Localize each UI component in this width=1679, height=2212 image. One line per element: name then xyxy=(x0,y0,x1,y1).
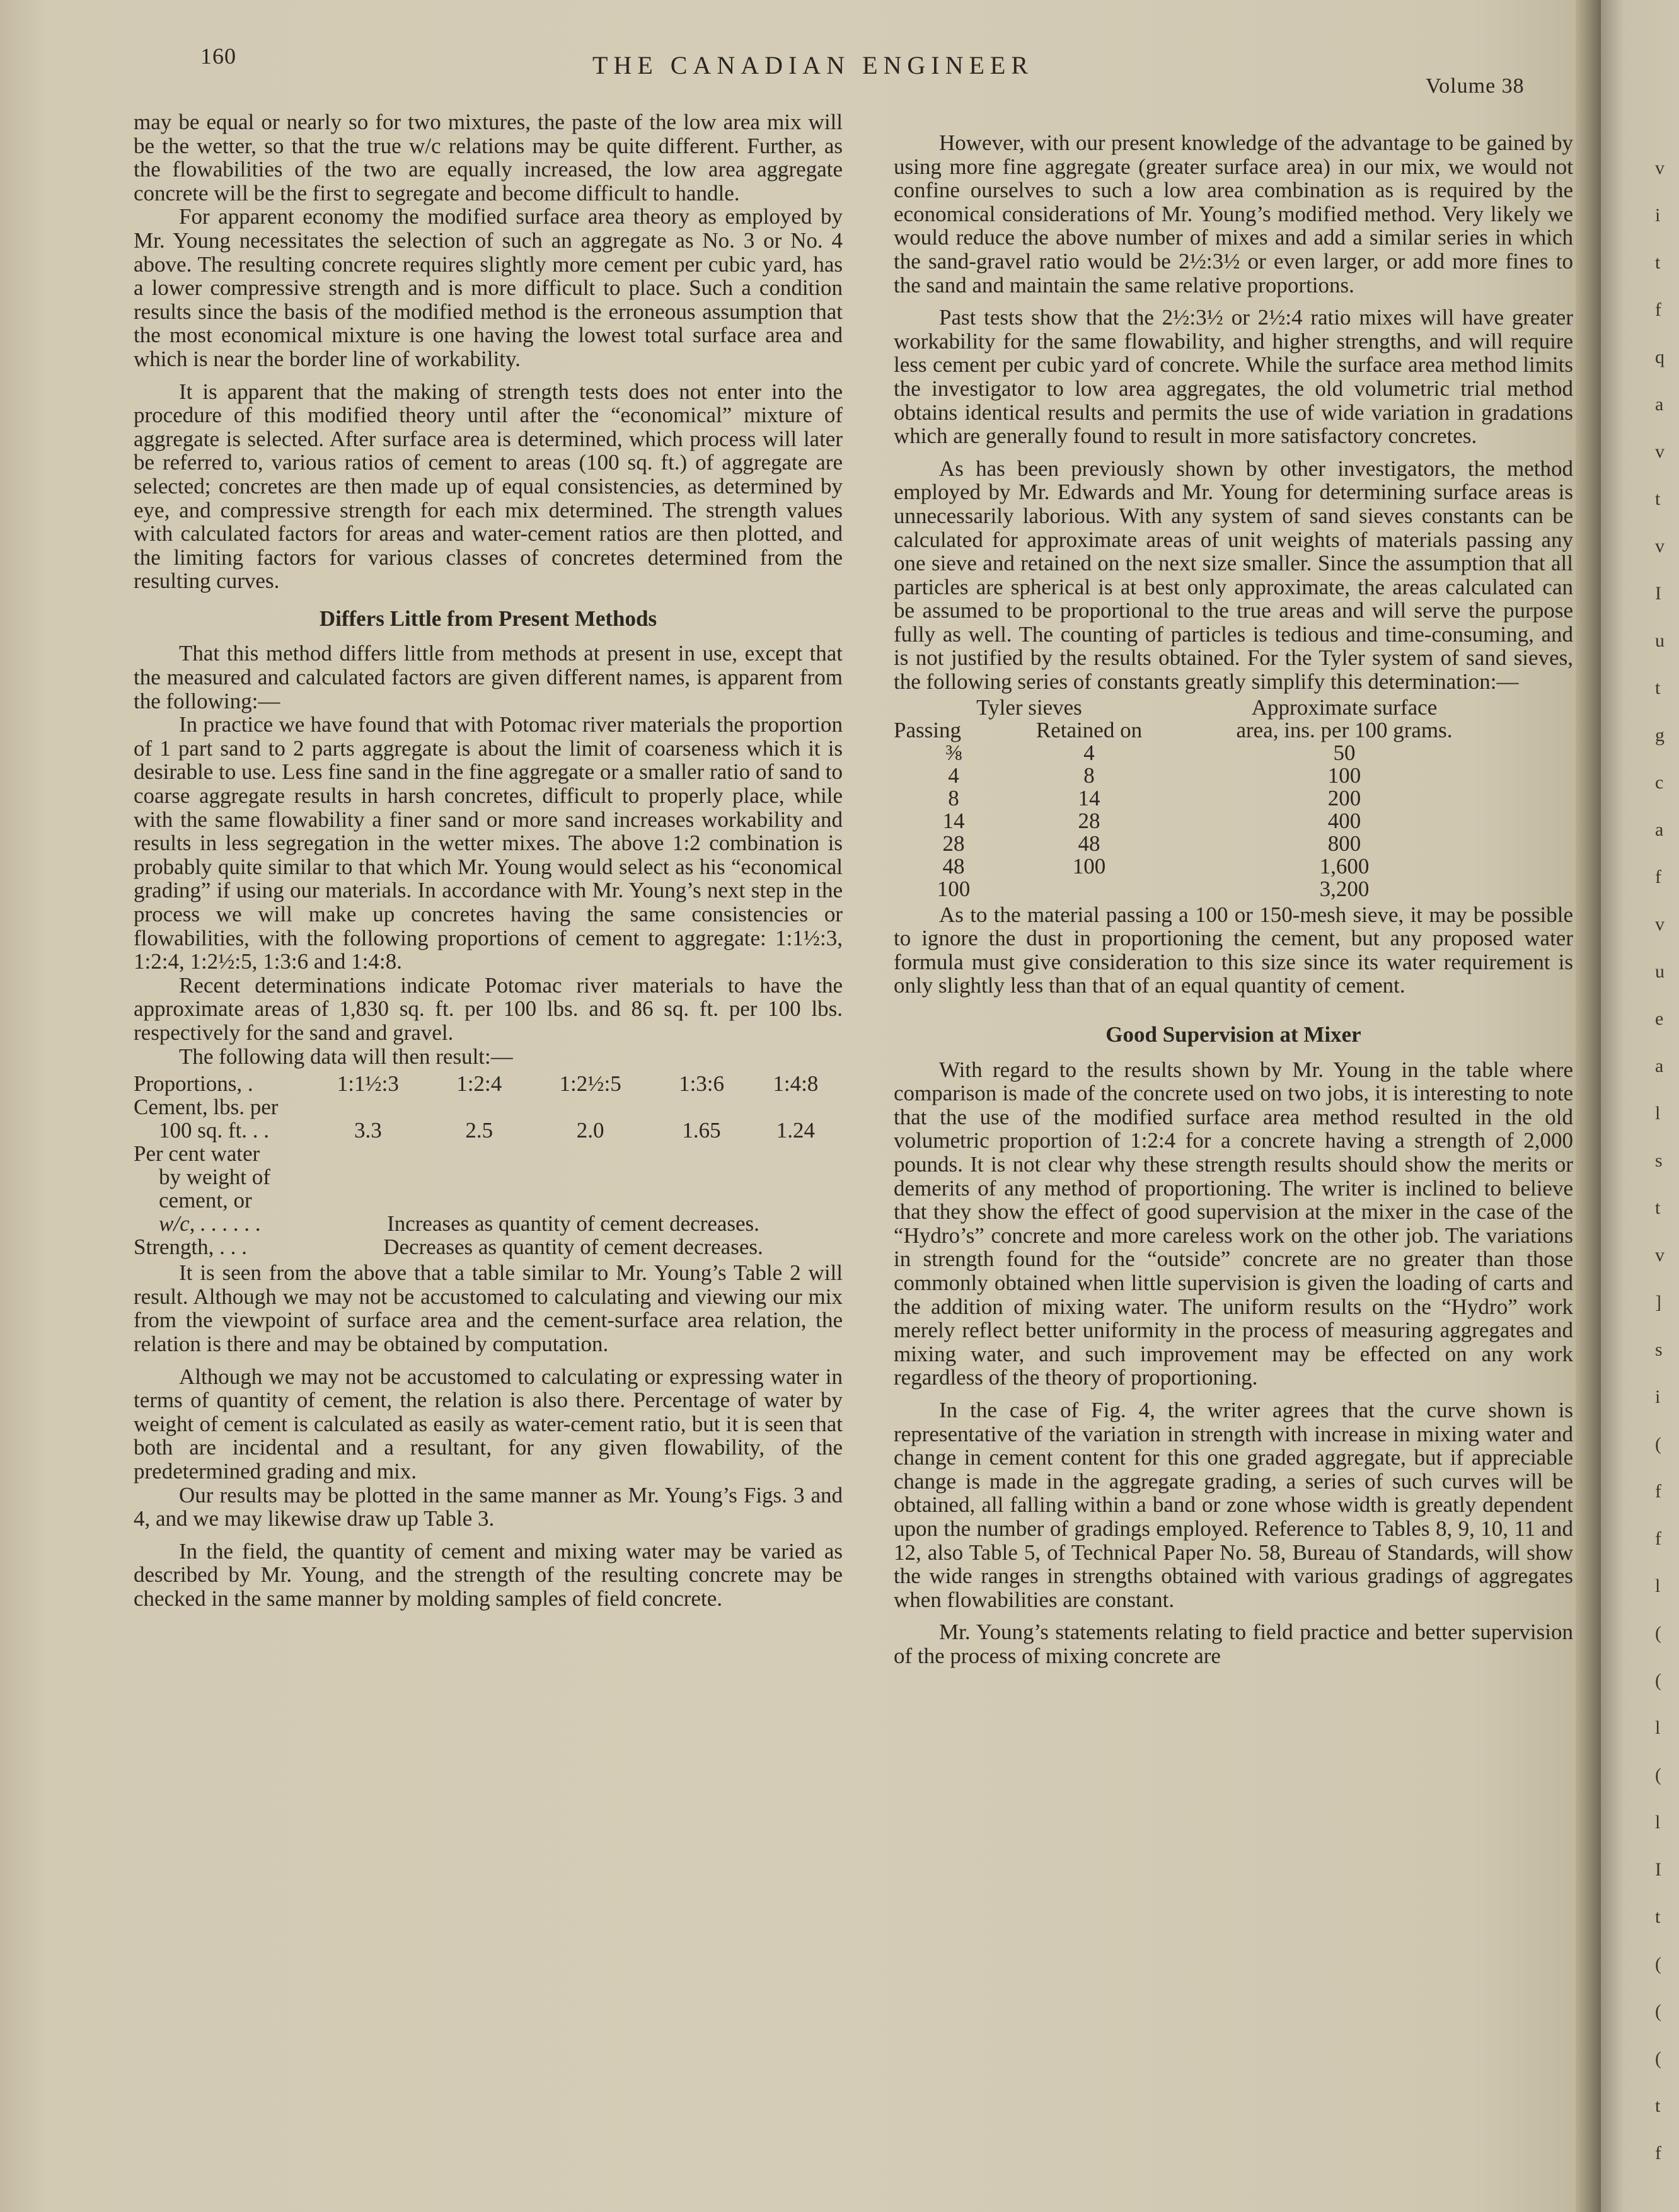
table-row xyxy=(894,787,1524,810)
fragment-letter: l xyxy=(1655,1575,1661,1596)
paragraph: may be equal or nearly so for two mixtures, the paste of the low area mix will be the wetter, so that the true w/c relations may be quite different. Further, as the flowabilities of the two are equally increased, the low area aggregate concrete will be the first to segregate and become difficult to handle. xyxy=(134,110,843,205)
table-cell: 100 xyxy=(1327,763,1361,788)
page-number: 160 xyxy=(200,43,236,69)
table-cell: 48 xyxy=(942,853,965,878)
fragment-letter: v xyxy=(1655,158,1665,178)
paragraph: Past tests show that the 2½:3½ or 2½:4 ratio mixes will have greater workability for the same flowability, and higher strengths, and will require less cement per cubic yard of concrete. While the surface area method limits the investigator to low area aggregates, the old volumetric trial method obtains identical results and permits the use of wide variation in gradations which are generally found to result in more satisfactory concretes. xyxy=(894,305,1573,449)
table-row xyxy=(134,1095,843,1119)
paragraph: Although we may not be accustomed to calculating or expressing water in terms of quantity of cement, the relation is also there. Percentage of water by weight of cement is calculated as easily as water-cement ratio, but it is seen that both are incidental and a resultant, for any given flowability, of the predetermined grading and mix. xyxy=(134,1364,843,1483)
fragment-letter: i xyxy=(1655,205,1661,226)
column-header: area, ins. per 100 grams. xyxy=(1236,717,1453,742)
paragraph: In the field, the quantity of cement and mixing water may be varied as described by Mr. Young, and the strength of the resulting concrete may be checked in the same manner by molding samples of field concrete. xyxy=(134,1538,843,1611)
table-row xyxy=(894,719,1524,742)
fragment-letter: l xyxy=(1655,1812,1661,1833)
table-cell: 1:3:6 xyxy=(679,1071,725,1097)
table-cell: 50 xyxy=(1333,740,1356,765)
table-cell: 1.65 xyxy=(682,1118,721,1143)
paragraph: For apparent economy the modified surface area theory as employed by Mr. Young necessitates the selection of such an aggregate as No. 3 or No. 4 above. The resulting concrete requires slightly more cement per cubic yard, has a lower compressive strength and is more difficult to place. Such a condition results since the basis of the modified method is the erroneous assumption that the most economical mixture is one having the lowest total surface area and which is near the border line of workability. xyxy=(134,204,843,371)
table-row xyxy=(894,855,1524,878)
table-row xyxy=(894,810,1524,832)
fragment-letter: f xyxy=(1655,299,1661,320)
table-row xyxy=(894,878,1524,901)
fragment-letter: t xyxy=(1655,1197,1661,1218)
row-label: 100 sq. ft. . . xyxy=(159,1118,269,1143)
fragment-letter: f xyxy=(1655,867,1661,887)
fragment-letter: ] xyxy=(1655,1292,1661,1313)
table-cell: 48 xyxy=(1078,831,1100,856)
row-label: cement, or xyxy=(159,1188,252,1213)
row-label: Cement, lbs. per xyxy=(134,1095,279,1120)
journal-title: THE CANADIAN ENGINEER xyxy=(592,51,1034,79)
fragment-letter: a xyxy=(1655,819,1664,840)
table-cell: 2.0 xyxy=(576,1118,604,1143)
table-cell: 1:2½:5 xyxy=(559,1071,621,1097)
row-label: by weight of xyxy=(159,1165,270,1190)
paragraph: However, with our present knowledge of the advantage to be gained by using more fine aggregate (greater surface area) in our mix, we would not confine ourselves to such a low area combination as is required by the economical considerations of Mr. Young’s modified method. Very likely we would reduce the above number of mixes and add a similar series in which the sand-gravel ratio would be 2½:3½ or even larger, or add more fines to the sand and maintain the same relative proportions. xyxy=(894,130,1573,297)
row-label: Proportions, . xyxy=(134,1071,253,1097)
table-cell: Decreases as quantity of cement decreases. xyxy=(383,1235,763,1260)
table-cell: 28 xyxy=(942,831,965,856)
table-cell: 400 xyxy=(1327,808,1361,833)
row-label: Per cent water xyxy=(134,1141,260,1166)
fragment-letter: t xyxy=(1655,488,1661,509)
table-cell: 1.24 xyxy=(776,1118,815,1143)
fragment-letter: ( xyxy=(1655,1670,1661,1691)
fragment-letter: c xyxy=(1655,772,1664,793)
paragraph: Recent determinations indicate Potomac river materials to have the approximate areas of 1,830 sq. ft. per 100 lbs. and 86 sq. ft. per 100 lbs. respectively for the sand and gravel. xyxy=(134,972,843,1045)
fragment-letter: ( xyxy=(1655,1434,1661,1455)
fragment-letter: a xyxy=(1655,394,1664,415)
table-cell: 14 xyxy=(1078,785,1100,810)
table-row xyxy=(894,832,1524,855)
table-cell: 3.3 xyxy=(354,1118,382,1143)
table-cell: Increases as quantity of cement decreases. xyxy=(387,1211,759,1236)
fragment-letter: I xyxy=(1655,583,1661,604)
fragment-letter: g xyxy=(1655,725,1665,746)
fragment-letter: f xyxy=(1655,2143,1661,2163)
sieve-table xyxy=(894,696,1524,901)
table-row xyxy=(134,1142,843,1165)
section-heading: Differs Little from Present Methods xyxy=(319,606,657,631)
left-column xyxy=(134,110,843,1610)
table-cell xyxy=(1013,878,1165,901)
table-cell: 8 xyxy=(1083,763,1095,788)
column-header: Approximate surface xyxy=(1251,694,1438,720)
page-gutter xyxy=(1576,0,1601,2212)
section-heading: Good Supervision at Mixer xyxy=(1105,1022,1361,1047)
fragment-letter: v xyxy=(1655,1245,1665,1265)
fragment-letter: v xyxy=(1655,914,1665,935)
fragment-letter: ( xyxy=(1655,2048,1661,2069)
volume-label: Volume 38 xyxy=(1426,74,1525,98)
table-row xyxy=(894,742,1524,764)
table-cell: 800 xyxy=(1327,831,1361,856)
table-cell: 3,200 xyxy=(1319,876,1370,901)
paragraph: As has been previously shown by other investigators, the method employed by Mr. Edwards and Mr. Young for determining surface areas is unnecessarily laborious. With any system of sand sieves constants can be calculated for approximate areas of unit weights of materials passing any one sieve and retained on the next size smaller. Since the assumption that all particles are spherical is at best only approximate, the areas calculated can be assumed to be proportional to the true areas and will serve the purpose fully as well. The counting of particles is tedious and time-consuming, and is not justified by the results obtained. For the Tyler system of sand sieves, the following series of constants greatly simplify this determination:— xyxy=(894,456,1573,694)
table-cell: 100 xyxy=(1072,853,1106,878)
fragment-letter: t xyxy=(1655,677,1661,698)
paragraph: With regard to the results shown by Mr. Young in the table where comparison is made of the concrete used on two jobs, it is interesting to note that the use of the modified surface area method resulted in the old volumetric proportion of 1:2:4 for a concrete having a strength of 2,000 pounds. It is not clear why these strength results should show the merits or demerits of any method of proportioning. The writer is inclined to believe that they show the effect of good supervision at the mixer in the case of the “Hydro’s” concrete and more careless work on the other job. The variations in strength found for the “outside” concrete are no greater than those commonly obtained when little supervision is given the loading of carts and the addition of mixing water. The uniform results on the “Hydro” work merely reflect better uniformity in the process of measuring aggregates and mixing water, and such improvement may be effected on any work regardless of the theory of proportioning. xyxy=(894,1057,1573,1390)
table-cell: 4 xyxy=(1083,740,1095,765)
table-cell: 8 xyxy=(948,785,959,810)
column-header: Retained on xyxy=(1036,717,1143,742)
table-row xyxy=(134,1212,843,1235)
table-cell: 4 xyxy=(948,763,959,788)
fragment-letter: v xyxy=(1655,536,1665,556)
table-cell: ⅜ xyxy=(945,740,962,765)
paragraph: Mr. Young’s statements relating to field practice and better supervision of the process of mixing concrete are xyxy=(894,1620,1573,1668)
fragment-letter: ( xyxy=(1655,1954,1661,1974)
fragment-letter: l xyxy=(1655,1103,1661,1124)
paragraph: In the case of Fig. 4, the writer agrees that the curve shown is representative of the variation in strength with increase in mixing water and change in cement content for this one graded aggregate, but if appreciable change is made in the aggregate grading, a series of such curves will be obtained, all falling within a band or zone whose width is greatly dependent upon the number of gradings employed. Reference to Tables 8, 9, 10, 11 and 12, also Table 5, of Technical Paper No. 58, Bureau of Standards, will show the wide ranges in strengths obtained with various gradings of aggregates when flowabilities are constant. xyxy=(894,1397,1573,1612)
table-cell: 2.5 xyxy=(465,1118,493,1143)
fragment-letter: a xyxy=(1655,1056,1664,1076)
adjacent-page-edge xyxy=(1601,0,1679,2212)
fragment-letter: s xyxy=(1655,1150,1663,1171)
table-cell: 28 xyxy=(1078,808,1100,833)
paragraph: It is apparent that the making of strength tests does not enter into the procedure of this modified theory until after the “economical” mixture of aggregate is selected. After surface area is determined, which process will later be referred to, various ratios of cement to areas (100 sq. ft.) of aggregate are selected; concretes are then made up of equal consistencies, as determined by eye, and compressive strength for each mix determined. The strength values with calculated factors for areas and water-cement ratios are then plotted, and the limiting factors for various classes of concretes determined from the resulting curves. xyxy=(134,379,843,594)
fragment-letter: u xyxy=(1655,630,1665,651)
fragment-letter: ( xyxy=(1655,1623,1661,1644)
paragraph: That this method differs little from methods at present in use, except that the measured and calculated factors are given different names, is apparent from the following:— xyxy=(134,641,843,713)
table-row xyxy=(894,764,1524,787)
table-row xyxy=(134,1165,843,1189)
fragment-letter: s xyxy=(1655,1339,1663,1360)
proportions-table xyxy=(134,1072,843,1259)
fragment-letter: I xyxy=(1655,1859,1661,1880)
table-cell: 1,600 xyxy=(1319,853,1370,878)
table-cell: 200 xyxy=(1327,785,1361,810)
table-cell: 1:2:4 xyxy=(456,1071,502,1097)
fragment-letter: l xyxy=(1655,1717,1661,1738)
paragraph: In practice we have found that with Potomac river materials the proportion of 1 part sand to 2 parts aggregate is about the limit of coarseness which it is desirable to use. Less fine sand in the fine aggregate or a smaller ratio of sand to coarse aggregate results in harsh concretes, difficult to properly place, while with the same flowability a finer sand or more sand increases workability and results in less segregation in the wetter mixes. The above 1:2 combination is probably quite similar to that which Mr. Young would select as his “economical grading” if using our materials. In accordance with Mr. Young’s next step in the process we will make up concretes having the same consistencies or flowabilities, with the following proportions of cement to aggregate: 1:1½:3, 1:2:4, 1:2½:5, 1:3:6 and 1:4:8. xyxy=(134,712,843,974)
paragraph: Our results may be plotted in the same manner as Mr. Young’s Figs. 3 and 4, and we may likewise draw up Table 3. xyxy=(134,1482,843,1531)
right-column xyxy=(894,131,1573,1668)
fragment-letter: ( xyxy=(1655,1765,1661,1785)
fragment-letter: t xyxy=(1655,2095,1661,2116)
fragment-letter: t xyxy=(1655,252,1661,273)
fragment-letter: i xyxy=(1655,1386,1661,1407)
paragraph: It is seen from the above that a table similar to Mr. Young’s Table 2 will result. Although we may not be accustomed to calculating and viewing our mix from the viewpoint of surface area and the cement-surface area relation, the relation is there and may be obtained by computation. xyxy=(134,1260,843,1356)
fragment-letter: v xyxy=(1655,441,1665,462)
table-cell: 1:4:8 xyxy=(773,1071,819,1097)
fragment-letter: u xyxy=(1655,961,1665,982)
row-label: Strength, . . . xyxy=(134,1235,247,1260)
table-row xyxy=(134,1072,843,1095)
table-cell: 1:1½:3 xyxy=(337,1071,399,1097)
table-row xyxy=(134,1189,843,1212)
table-row xyxy=(134,1119,843,1142)
table-row xyxy=(894,696,1524,719)
fragment-letter: ( xyxy=(1655,2001,1661,2022)
row-label: w/c, . . . . . . xyxy=(159,1211,262,1236)
paragraph: The following data will then result:— xyxy=(179,1044,513,1069)
fragment-letter: e xyxy=(1655,1008,1664,1029)
fragment-letter: t xyxy=(1655,1906,1661,1927)
paragraph: As to the material passing a 100 or 150-mesh sieve, it may be possible to ignore the dust in proportioning the cement, but any proposed water formula must give consideration to this size since its water requirement is only slightly less than that of an equal quantity of cement. xyxy=(894,902,1573,998)
table-cell: 100 xyxy=(937,876,971,901)
fragment-letter: f xyxy=(1655,1481,1661,1502)
table-row xyxy=(134,1235,843,1259)
column-header: Tyler sieves xyxy=(976,694,1082,720)
fragment-letter: f xyxy=(1655,1528,1661,1549)
fragment-letter: q xyxy=(1655,347,1665,367)
table-cell: 14 xyxy=(942,808,965,833)
column-header: Passing xyxy=(894,717,961,742)
